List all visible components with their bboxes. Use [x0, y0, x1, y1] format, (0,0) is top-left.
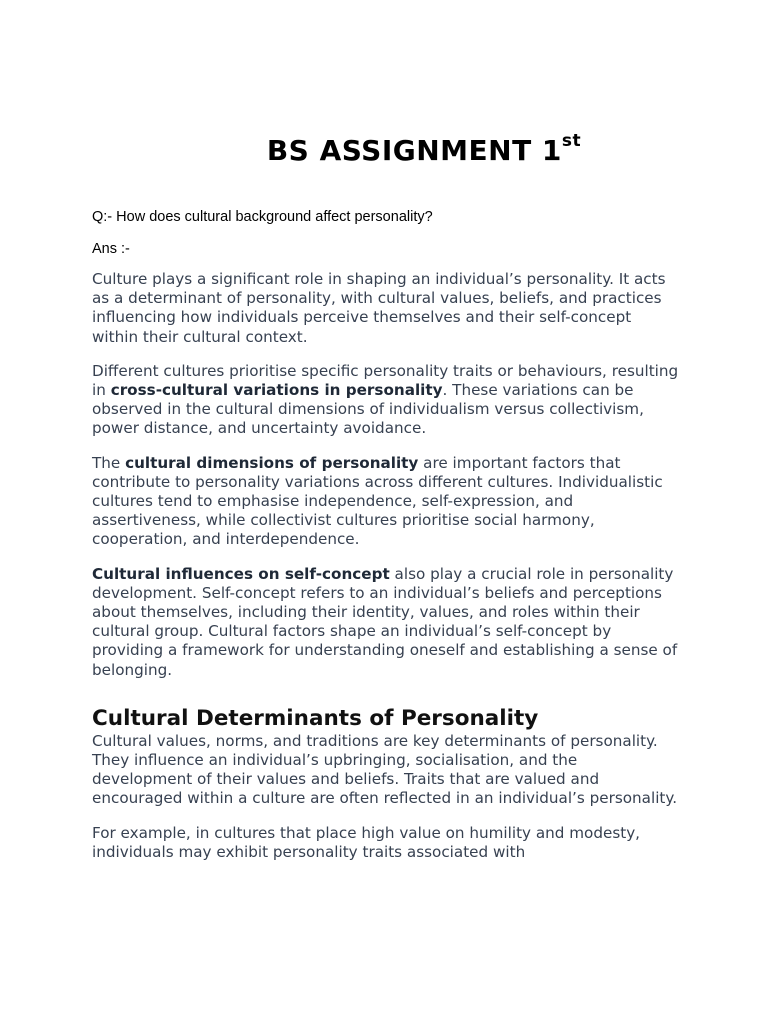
paragraph-2 — [92, 362, 682, 439]
title-main: BS ASSIGNMENT 1 — [266, 134, 562, 167]
section-paragraph-2: For example, in cultures that place high value on humility and modesty, individuals may exhibit personality traits associated with — [92, 823, 641, 861]
paragraph-1 — [92, 270, 682, 347]
paragraph-3 — [92, 454, 682, 550]
paragraph-2-after: . These variations can be observed in the cultural dimensions of individualism versus collectivism, power distance, and uncertainty avoidance. — [92, 381, 644, 438]
question-line: Q:- How does cultural background affect personality? — [92, 209, 433, 225]
paragraph-4-bold: Cultural influences on self-concept — [92, 564, 390, 583]
section-paragraph-1: Cultural values, norms, and traditions are key determinants of personality. They influence an individual’s upbringing, socialisation, and the development of their values and beliefs. Traits that are valued and encouraged within a culture are often reflected in an individual’s personality. — [92, 731, 678, 808]
paragraph-1-text: Culture plays a significant role in shaping an individual’s personality. It acts as a determinant of personality, with cultural values, beliefs, and practices influencing how individuals perceive themselves and their self-concept within their cultural context. — [92, 270, 666, 346]
paragraph-2-bold: cross-cultural variations in personality — [110, 381, 443, 400]
answer-label: Ans :- — [92, 241, 130, 257]
paragraph-4 — [92, 565, 682, 680]
paragraph-3-before: The — [92, 453, 126, 472]
paragraph-2-before: Different cultures prioritise specific personality traits or behaviours, resulting in — [92, 361, 679, 400]
paragraph-3-bold: cultural dimensions of personality — [125, 453, 419, 472]
paragraph-4-after: also play a crucial role in personality development. Self-concept refers to an individual’s beliefs and perceptions about themselves, including their identity, values, and roles within their cultural group. Cultural factors shape an individual’s self-concept by providing a framework for understanding oneself and establishing a sense of belonging. — [92, 564, 678, 679]
paragraph-3-after: are important factors that contribute to personality variations across different cultures. Individualistic cultures tend to emphasise independence, self-expression, and assertiveness, while collectivist cultures prioritise social harmony, cooperation, and interdependence. — [92, 453, 663, 549]
section-heading: Cultural Determinants of Personality — [92, 705, 539, 731]
document-body — [92, 208, 682, 877]
title-superscript: st — [561, 130, 582, 151]
page-title — [0, 130, 768, 167]
